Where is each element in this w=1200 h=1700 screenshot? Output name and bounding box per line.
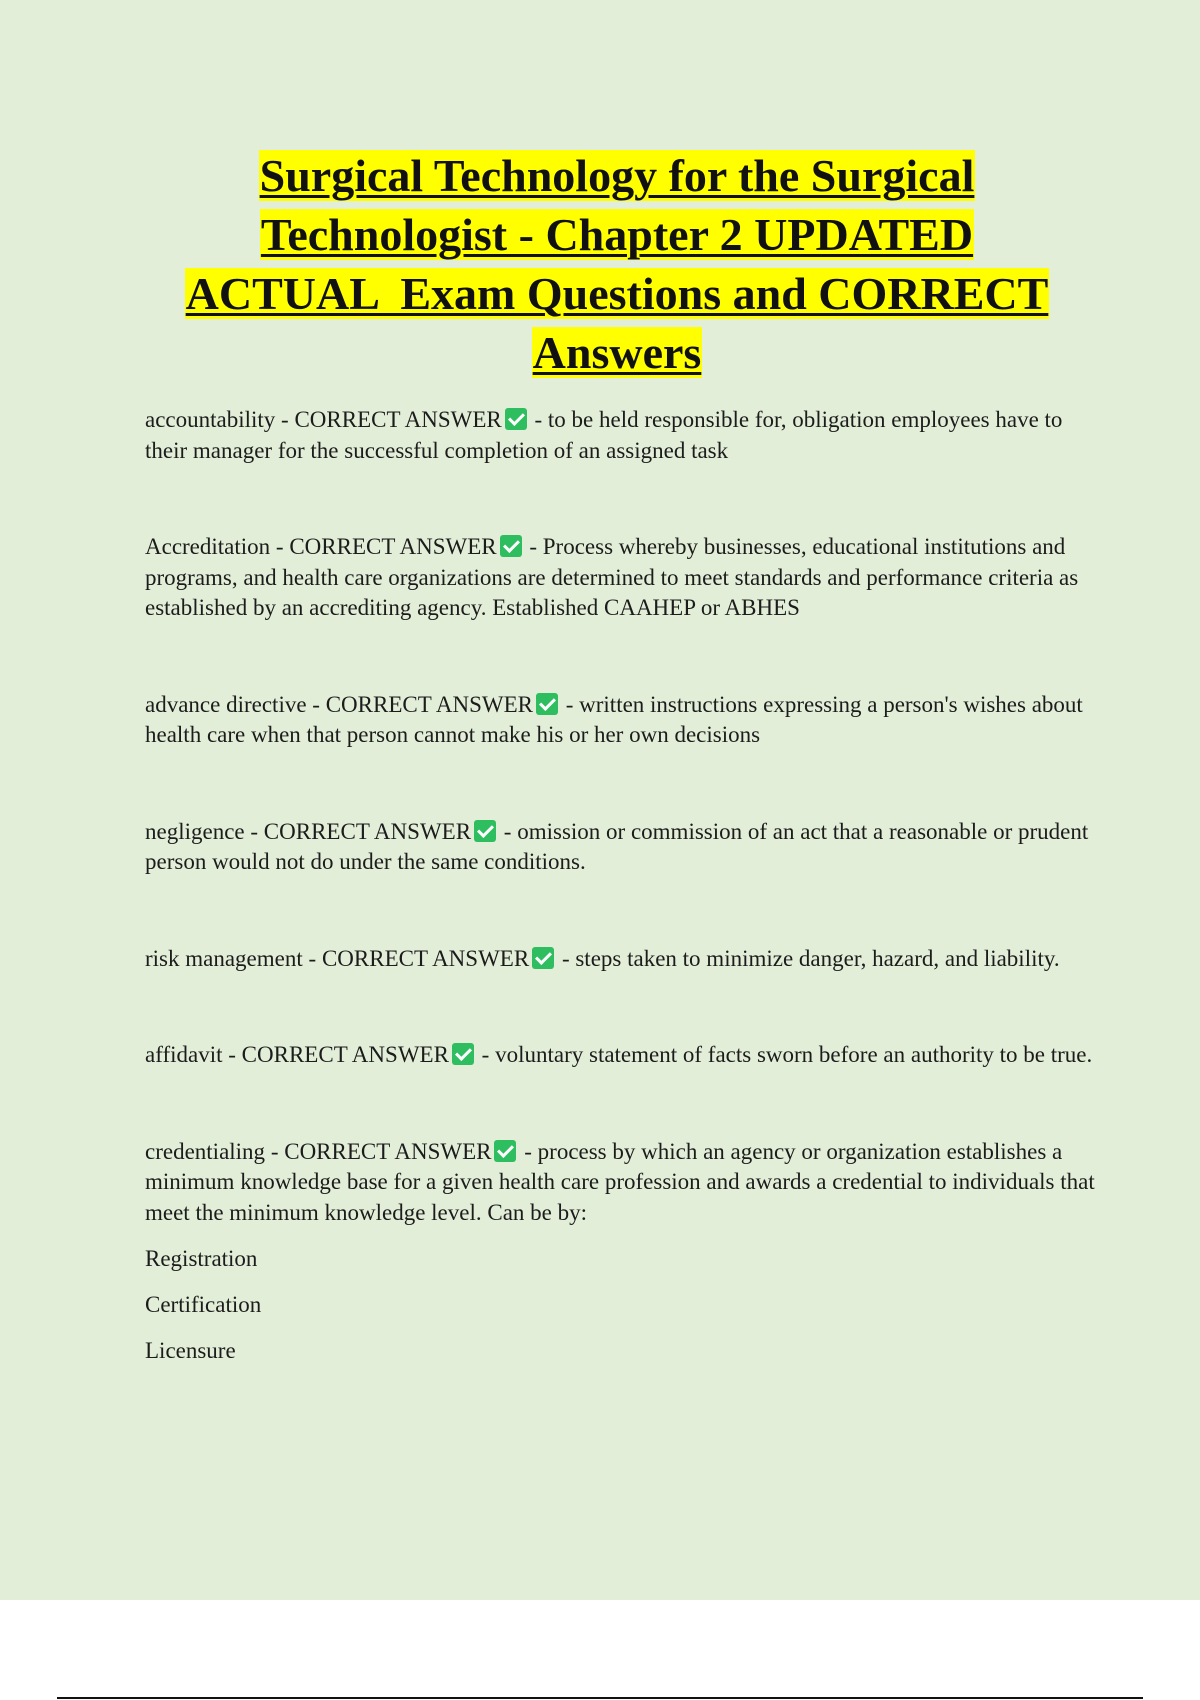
qa-entry: advance directive - CORRECT ANSWER - written instructions expressing a person's wishes about health care when that person cannot make his or her own decisions [145, 691, 1083, 747]
correct-answer-label: CORRECT ANSWER [241, 1042, 449, 1067]
document-title [130, 146, 1104, 382]
credential-type-item: Certification [145, 1292, 262, 1317]
entry-term: Accreditation [145, 534, 271, 559]
credential-type-item: Registration [145, 1246, 258, 1271]
entry-definition: process by which an agency or organization establishes a minimum knowledge base for a given health care profession and awards a credential to individuals that meet the minimum knowledge level. Can be by: [145, 1138, 1095, 1225]
qa-list [145, 405, 1095, 1366]
title-line: Answers [532, 327, 702, 378]
title-line: ACTUAL Exam Questions and CORRECT [185, 268, 1049, 319]
entry-definition: voluntary statement of facts sworn before an authority to be true. [495, 1042, 1093, 1067]
check-mark-icon [500, 535, 522, 557]
entry-term: advance directive [145, 691, 307, 717]
qa-entry: credentialing - CORRECT ANSWER - process by which an agency or organization establishes a minimum knowledge base for a given health care profession and awards a credential to individuals that meet the minimum knowledge level. Can be by: [145, 1138, 1095, 1225]
entry-definition: to be held responsible for, obligation employees have to their manager for the successful completion of an assigned task [145, 407, 1063, 463]
qa-entry: affidavit - CORRECT ANSWER - voluntary statement of facts sworn before an authority to be true. [145, 1042, 1093, 1067]
check-mark-icon [452, 1043, 474, 1065]
credential-type-item: Licensure [145, 1338, 236, 1363]
entry-definition: steps taken to minimize danger, hazard, and liability. [575, 945, 1060, 971]
qa-entry: Accreditation - CORRECT ANSWER - Process whereby businesses, educational institutions and programs, and health care organizations are determined to meet standards and performance criteria as established by an accrediting agency. Established CAAHEP or ABHES [145, 534, 1079, 620]
correct-answer-label: CORRECT ANSWER [284, 1138, 492, 1164]
qa-entry: negligence - CORRECT ANSWER - omission or commission of an act that a reasonable or prudent person would not do under the same conditions. [145, 818, 1089, 874]
check-mark-icon [505, 408, 527, 430]
title-line: Technologist - Chapter 2 UPDATED [260, 209, 974, 260]
entry-definition: written instructions expressing a person's wishes about health care when that person cannot make his or her own decisions [145, 691, 1083, 747]
check-mark-icon [532, 947, 554, 969]
correct-answer-label: CORRECT ANSWER [321, 945, 530, 971]
entry-term: risk management [145, 945, 303, 971]
qa-entry-with-list [145, 1137, 1095, 1367]
correct-answer-label: CORRECT ANSWER [263, 818, 472, 844]
qa-entry: accountability - CORRECT ANSWER - to be held responsible for, obligation employees have to their manager for the successful completion of an assigned task [145, 407, 1063, 463]
entry-definition: Process whereby businesses, educational institutions and programs, and health care organizations are determined to meet standards and performance criteria as established by an accrediting agency. Established CAAHEP or ABHES [145, 534, 1079, 620]
entry-term: affidavit [145, 1042, 223, 1067]
correct-answer-label: CORRECT ANSWER [325, 691, 533, 717]
correct-answer-label: CORRECT ANSWER [294, 407, 502, 432]
check-mark-icon [474, 820, 496, 842]
entry-definition: omission or commission of an act that a reasonable or prudent person would not do under the same conditions. [145, 818, 1089, 874]
entry-term: credentialing [145, 1138, 266, 1164]
qa-entry: risk management - CORRECT ANSWER - steps taken to minimize danger, hazard, and liability. [145, 945, 1060, 971]
page-divider [57, 1697, 1143, 1699]
entry-term: accountability [145, 407, 276, 432]
correct-answer-label: CORRECT ANSWER [289, 534, 497, 559]
document-title-block [130, 146, 1104, 382]
check-mark-icon [494, 1140, 516, 1162]
entry-term: negligence [145, 818, 245, 844]
check-mark-icon [536, 693, 558, 715]
title-line: Surgical Technology for the Surgical [259, 150, 975, 201]
